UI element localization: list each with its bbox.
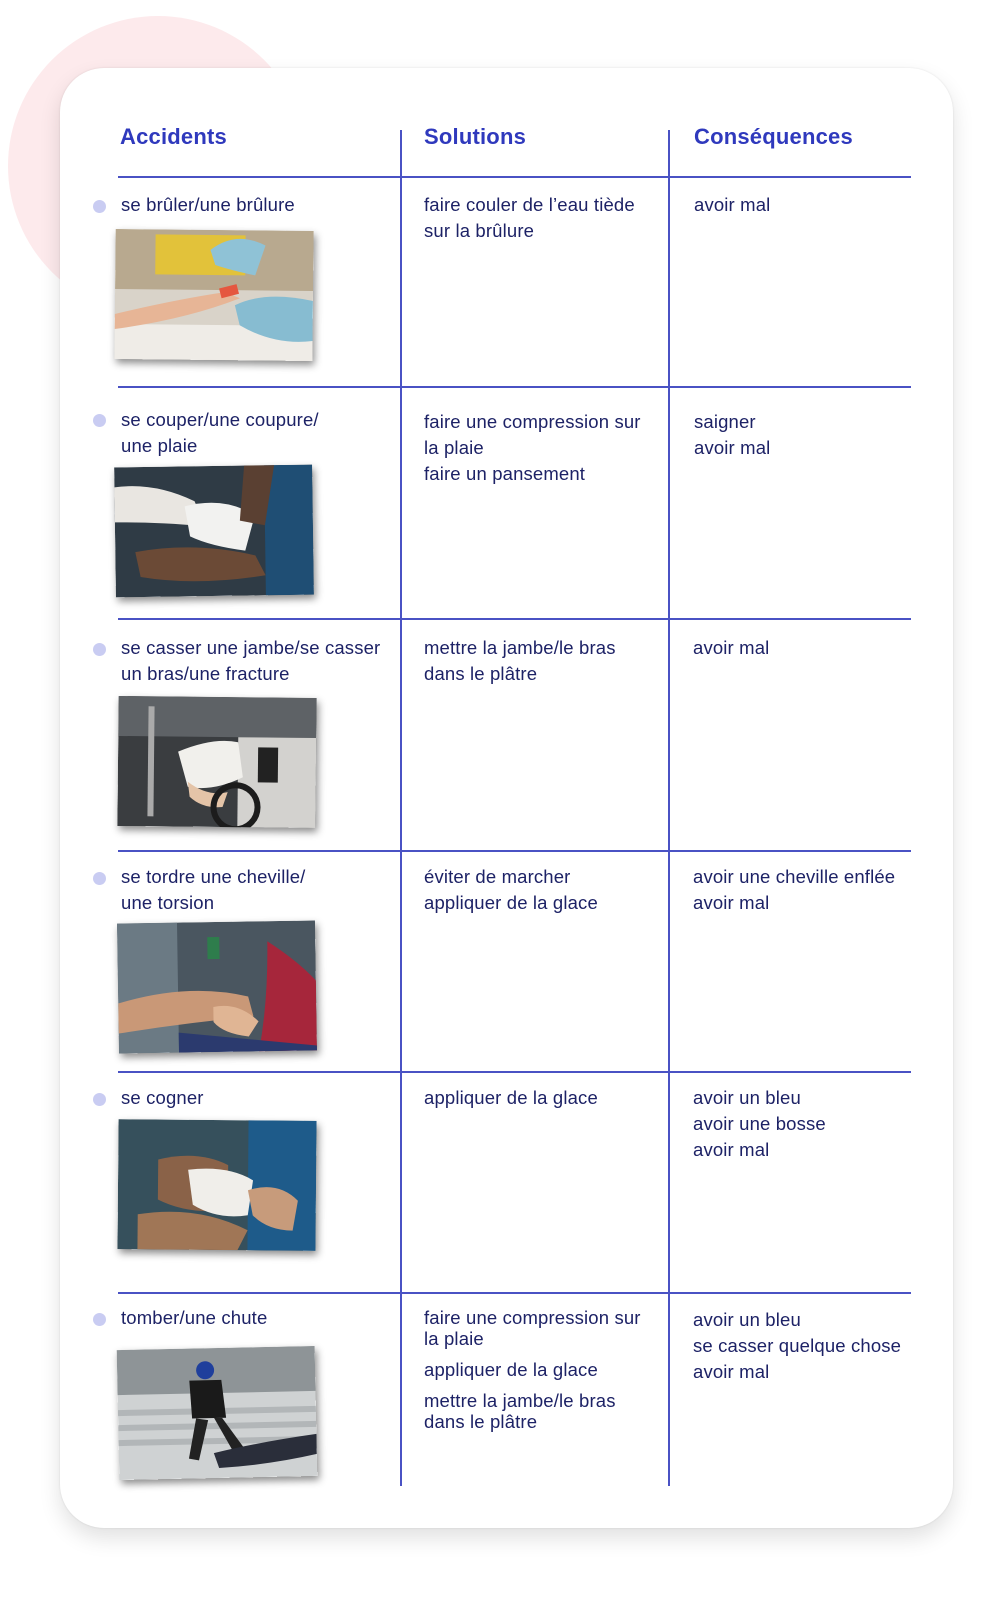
accident-text: se couper/une coupure/ une plaie: [121, 409, 319, 456]
accident-text: se cogner: [121, 1087, 204, 1108]
burn-first-aid-photo-icon: [114, 229, 313, 361]
row-bullet: [93, 1313, 106, 1326]
solution-text: faire couler de l’eau tiède sur la brûlure: [424, 194, 635, 241]
solution-text: faire une compression sur la plaie faire un pansement: [424, 411, 641, 484]
row-separator: [118, 386, 911, 388]
header-solutions: Solutions: [424, 124, 527, 149]
solution-text: éviter de marcher appliquer de la glace: [424, 866, 598, 913]
consequence-text: avoir mal: [694, 194, 771, 215]
accident-text: se brûler/une brûlure: [121, 194, 295, 215]
row-separator: [118, 618, 911, 620]
header-separator: [118, 176, 911, 178]
solution-text: appliquer de la glace: [424, 1087, 598, 1108]
row-bullet: [93, 643, 106, 656]
row-separator: [118, 850, 911, 852]
accident-text: se casser une jambe/se casser un bras/une fracture: [121, 637, 381, 684]
row-bullet: [93, 872, 106, 885]
solution-text: faire une compression sur la plaie appliquer de la glace mettre la jambe/le bras dans le plâtre: [424, 1307, 641, 1432]
consequence-text: avoir un bleu avoir une bosse avoir mal: [693, 1087, 826, 1160]
row-separator: [118, 1292, 911, 1294]
accident-text: se tordre une cheville/ une torsion: [121, 866, 306, 913]
solution-text: mettre la jambe/le bras dans le plâtre: [424, 637, 616, 684]
consequence-text: avoir un bleu se casser quelque chose avoir mal: [693, 1309, 902, 1382]
wrist-bandage-photo-icon: [117, 1119, 316, 1251]
consequence-text: avoir une cheville enflée avoir mal: [693, 866, 896, 913]
consequence-text: saigner avoir mal: [694, 411, 771, 458]
header-accidents: Accidents: [120, 124, 227, 149]
bandage-hand-photo-icon: [114, 465, 314, 598]
consequence-text: avoir mal: [693, 637, 770, 658]
row-separator: [118, 1071, 911, 1073]
ankle-spray-photo-icon: [117, 920, 317, 1053]
row-bullet: [93, 1093, 106, 1106]
column-divider-2: [668, 130, 670, 1486]
header-consequences: Conséquences: [694, 124, 853, 149]
fall-stairs-photo-icon: [117, 1346, 318, 1480]
row-bullet: [93, 414, 106, 427]
column-divider-1: [400, 130, 402, 1486]
accident-text: tomber/une chute: [121, 1307, 268, 1328]
row-bullet: [93, 200, 106, 213]
leg-cast-wheelchair-photo-icon: [117, 696, 316, 828]
